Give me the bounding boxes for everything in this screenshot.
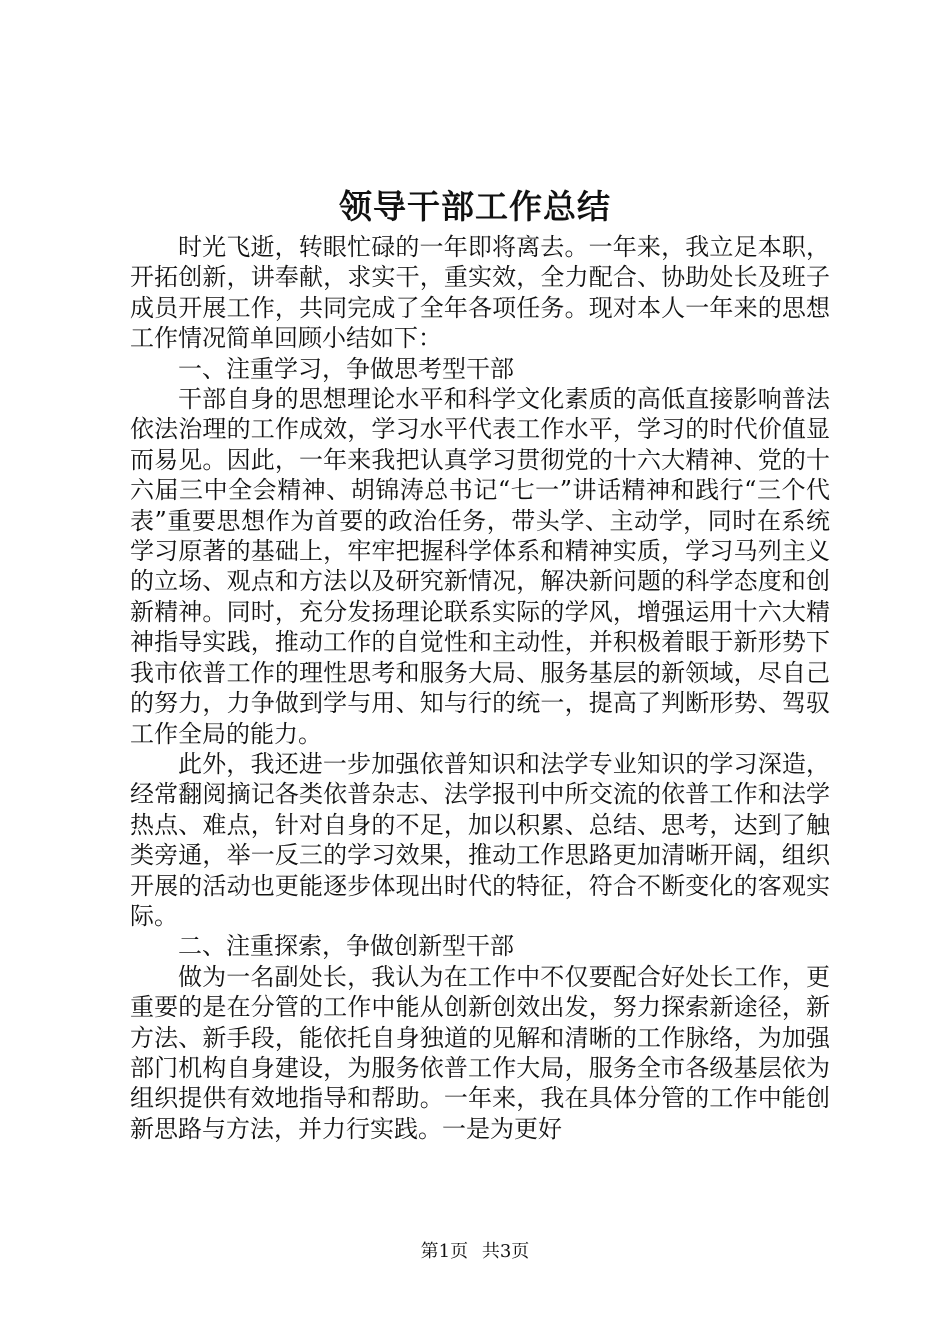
- section-heading-2: 二、注重探索，争做创新型干部: [178, 932, 514, 961]
- section-heading-1: 一、注重学习，争做思考型干部: [178, 354, 514, 383]
- paragraph-study: 干部自身的思想理论水平和科学文化素质的高低直接影响普法依法治理的工作成效，学习水平代表工作水平，学习的时代价值显而易见。因此，一年来我把认真学习贯彻党的十六大精神、党的十六届三中全会精神、胡锦涛总书记“七一”讲话精神和践行“三个代表”重要思想作为首要的政治任务，带头学、主动学，同时在系统学习原著的基础上，牢牢把握科学体系和精神实质，学习马列主义的立场、观点和方法以及研究新情况，解决新问题的科学态度和创新精神。同时，充分发扬理论联系实际的学风，增强运用十六大精神指导实践，推动工作的自觉性和主动性，并积极着眼于新形势下我市依普工作的理性思考和服务大局、服务基层的新领域，尽自己的努力，力争做到学与用、知与行的统一，提高了判断形势、驾驭工作全局的能力。: [130, 385, 830, 748]
- paragraph-intro: 时光飞逝，转眼忙碌的一年即将离去。一年来，我立足本职，开拓创新，讲奉献，求实干，重实效，全力配合、协助处长及班子成员开展工作，共同完成了全年各项任务。现对本人一年来的思想工作情况简单回顾小结如下：: [130, 233, 830, 353]
- document-body: [130, 232, 830, 1144]
- paragraph-further-study: 此外，我还进一步加强依普知识和法学专业知识的学习深造，经常翻阅摘记各类依普杂志、法学报刊中所交流的依普工作和法学热点、难点，针对自身的不足，加以积累、总结、思考，达到了触类旁通，举一反三的学习效果，推动工作思路更加清晰开阔，组织开展的活动也更能逐步体现出时代的特征，符合不断变化的客观实际。: [130, 749, 830, 930]
- page-number: 第1页: [420, 1241, 469, 1262]
- page-footer: [0, 1240, 950, 1264]
- page-total: 共3页: [481, 1241, 530, 1262]
- paragraph-innovation: 做为一名副处长，我认为在工作中不仅要配合好处长工作，更重要的是在分管的工作中能从创新创效出发，努力探索新途径，新方法、新手段，能依托自身独道的见解和清晰的工作脉络，为加强部门机构自身建设，为服务依普工作大局，服务全市各级基层依为组织提供有效地指导和帮助。一年来，我在具体分管的工作中能创新思路与方法，并力行实践。一是为更好: [130, 962, 830, 1143]
- document-title: 领导干部工作总结: [339, 187, 611, 226]
